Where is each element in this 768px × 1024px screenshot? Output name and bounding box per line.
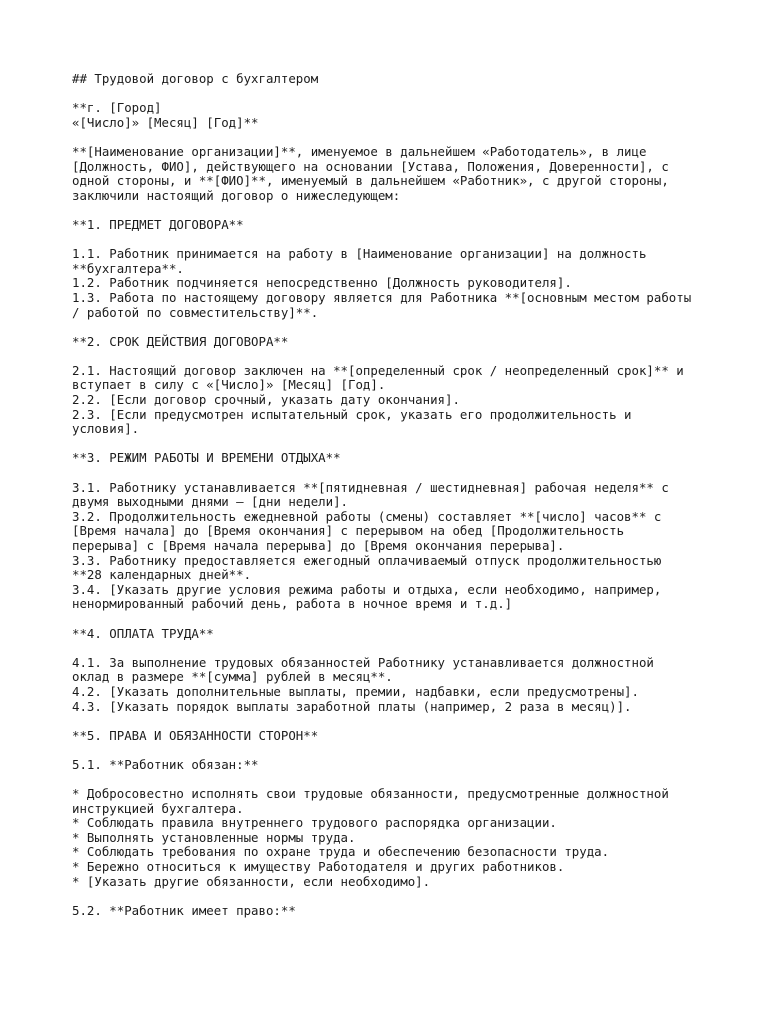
document-line: * Бережно относиться к имуществу Работодателя и других работников. [72,859,565,875]
document-line: одной стороны, и **[ФИО]**, именуемый в дальнейшем «Работник», с другой стороны, [72,173,669,189]
document-line: **1. ПРЕДМЕТ ДОГОВОРА** [72,216,244,232]
blank-line [72,87,752,102]
document-line: [Время начала] до [Время окончания] с перерывом на обед [Продолжительность [72,523,625,539]
document-line: 4.1. За выполнение трудовых обязанностей Работнику устанавливается должностной [72,654,654,670]
document-line: 1.1. Работник принимается на работу в [Наименование организации] на должность [72,246,647,262]
document-line: **г. [Город] [72,100,162,116]
document-line: 5.1. **Работник обязан:** [72,756,259,772]
document-line: двумя выходными днями – [дни недели]. [72,494,349,510]
document-line: 3.1. Работнику устанавливается **[пятидневная / шестидневная] рабочая неделя** с [72,479,669,495]
document-line: 2.3. [Если предусмотрен испытательный срок, указать его продолжительность и [72,406,632,422]
document-line: * Добросовестно исполнять свои трудовые обязанности, предусмотренные должностной [72,786,669,802]
blank-line [72,612,752,627]
blank-line [72,233,752,248]
blank-line [72,130,752,145]
document-line: **4. ОПЛАТА ТРУДА** [72,625,214,641]
document-line: вступает в силу с «[Число]» [Месяц] [Год]. [72,377,386,393]
document-line: оклад в размере **[сумма] рублей в месяц**. [72,669,393,685]
blank-line [72,349,752,364]
document-line: 3.2. Продолжительность ежедневной работы (смены) составляет **[число] часов** с [72,508,662,524]
blank-line [72,714,752,729]
blank-line [72,743,752,758]
document-line: «[Число]» [Месяц] [Год]** [72,114,259,130]
document-line: * [Указать другие обязанности, если необходимо]. [72,873,431,889]
blank-line [72,466,752,481]
document-line: 2.1. Настоящий договор заключен на **[определенный срок / неопределенный срок]** и [72,362,684,378]
document-line: заключили настоящий договор о нижеследующем: [72,187,401,203]
document-line: 2.2. [Если договор срочный, указать дату окончания]. [72,392,460,408]
blank-line [72,889,752,904]
document-line: 5.2. **Работник имеет право:** [72,902,296,918]
document-line: * Соблюдать правила внутреннего трудового распорядка организации. [72,815,557,831]
document-line: **5. ПРАВА И ОБЯЗАННОСТИ СТОРОН** [72,727,319,743]
blank-line [72,437,752,452]
document-line: 1.2. Работник подчиняется непосредственно [Должность руководителя]. [72,275,572,291]
document-line: условия]. [72,421,140,437]
document-line: * Соблюдать требования по охране труда и обеспечению безопасности труда. [72,844,610,860]
document-line: ## Трудовой договор с бухгалтером [72,71,319,86]
blank-line [72,641,752,656]
document-line: 4.3. [Указать порядок выплаты заработной платы (например, 2 раза в месяц)]. [72,698,632,714]
document-line: ненормированный рабочий день, работа в ночное время и т.д.] [72,596,513,612]
document-line: **2. СРОК ДЕЙСТВИЯ ДОГОВОРА** [72,333,289,349]
document-line: 4.2. [Указать дополнительные выплаты, премии, надбавки, если предусмотрены]. [72,683,639,699]
document-line: **бухгалтера**. [72,260,184,276]
document-line: **3. РЕЖИМ РАБОТЫ И ВРЕМЕНИ ОТДЫХА** [72,450,341,466]
document-line: инструкцией бухгалтера. [72,800,244,816]
document-line: [Должность, ФИО], действующего на основании [Устава, Положения, Доверенности], с [72,158,669,174]
blank-line [72,203,752,218]
document-line: 3.4. [Указать другие условия режима работы и отдыха, если необходимо, например, [72,581,662,597]
document-line: **[Наименование организации]**, именуемое в дальнейшем «Работодатель», в лице [72,143,647,159]
blank-line [72,773,752,788]
document-line: * Выполнять установленные нормы труда. [72,829,356,845]
document-line: / работой по совместительству]**. [72,304,319,320]
document-line: перерыва] с [Время начала перерыва] до [Время окончания перерыва]. [72,538,565,553]
blank-line [72,320,752,335]
document-page [72,72,752,918]
document-line: 1.3. Работа по настоящему договору является для Работника **[основным местом работы [72,289,692,305]
document-line: 3.3. Работнику предоставляется ежегодный оплачиваемый отпуск продолжительностью [72,552,662,568]
document-line: **28 календарных дней**. [72,567,252,583]
